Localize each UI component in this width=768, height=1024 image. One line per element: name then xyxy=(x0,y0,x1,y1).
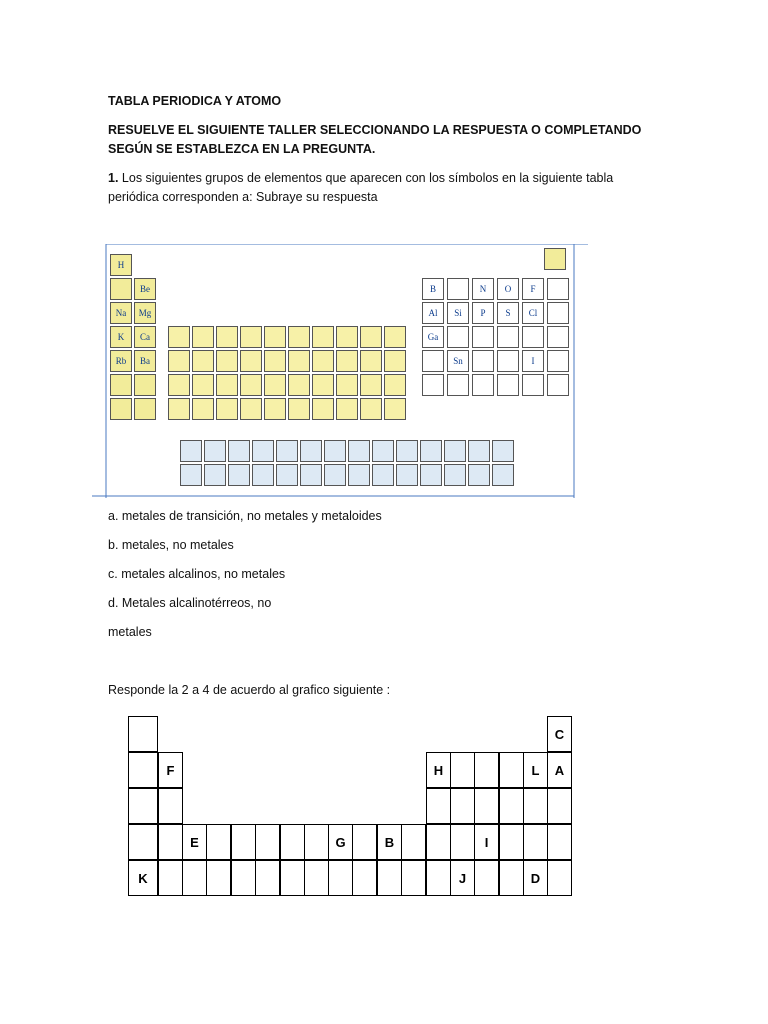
empty-cell xyxy=(401,824,426,860)
empty-cell xyxy=(128,824,158,860)
empty-cell xyxy=(447,326,469,348)
empty-cell xyxy=(252,464,274,486)
empty-cell xyxy=(304,860,329,896)
empty-cell xyxy=(547,788,572,824)
empty-cell xyxy=(450,788,475,824)
option-b: b. metales, no metales xyxy=(108,538,234,552)
element-al: Al xyxy=(422,302,444,324)
element-sn: Sn xyxy=(447,350,469,372)
empty-cell xyxy=(426,860,451,896)
empty-cell xyxy=(264,398,286,420)
element-n: N xyxy=(472,278,494,300)
empty-cell xyxy=(240,398,262,420)
instruction-2: Responde la 2 a 4 de acuerdo al grafico siguiente : xyxy=(108,683,391,697)
empty-cell xyxy=(280,824,305,860)
empty-cell xyxy=(447,374,469,396)
element-s: S xyxy=(497,302,519,324)
empty-cell xyxy=(206,824,231,860)
empty-cell xyxy=(472,326,494,348)
empty-cell xyxy=(522,374,544,396)
element-ga: Ga xyxy=(422,326,444,348)
empty-cell xyxy=(472,350,494,372)
letter-cell-f: F xyxy=(158,752,183,788)
empty-cell xyxy=(300,464,322,486)
empty-cell xyxy=(336,374,358,396)
question-1-number: 1. xyxy=(108,171,119,185)
empty-cell xyxy=(474,752,499,788)
empty-cell xyxy=(264,374,286,396)
empty-cell xyxy=(324,440,346,462)
empty-cell xyxy=(352,824,377,860)
empty-cell xyxy=(420,440,442,462)
empty-cell xyxy=(444,440,466,462)
empty-cell xyxy=(228,464,250,486)
empty-cell xyxy=(360,350,382,372)
empty-cell xyxy=(377,860,402,896)
letter-cell-a: A xyxy=(547,752,572,788)
empty-cell xyxy=(216,326,238,348)
empty-cell xyxy=(422,350,444,372)
empty-cell xyxy=(240,350,262,372)
periodic-table-figure-2 xyxy=(103,714,593,910)
question-1 xyxy=(108,169,628,207)
option-d: d. Metales alcalinotérreos, no xyxy=(108,596,272,610)
empty-cell xyxy=(468,440,490,462)
empty-cell xyxy=(204,464,226,486)
empty-cell xyxy=(192,350,214,372)
empty-cell xyxy=(252,440,274,462)
empty-cell xyxy=(468,464,490,486)
empty-cell xyxy=(128,788,158,824)
empty-cell xyxy=(372,464,394,486)
empty-cell xyxy=(288,374,310,396)
question-1-text: Los siguientes grupos de elementos que aparecen con los símbolos en la siguiente tabla periódica corresponden a: Subraye su respuesta xyxy=(108,171,614,204)
empty-cell xyxy=(352,860,377,896)
empty-cell xyxy=(497,374,519,396)
empty-cell xyxy=(168,350,190,372)
element-o: O xyxy=(497,278,519,300)
empty-cell xyxy=(523,824,548,860)
empty-cell xyxy=(444,464,466,486)
empty-cell xyxy=(360,326,382,348)
empty-cell xyxy=(420,464,442,486)
element-p: P xyxy=(472,302,494,324)
letter-cell-b: B xyxy=(377,824,402,860)
empty-cell xyxy=(328,860,353,896)
empty-cell xyxy=(276,464,298,486)
empty-cell xyxy=(134,374,156,396)
empty-cell xyxy=(544,248,566,270)
letter-cell-l: L xyxy=(523,752,548,788)
empty-cell xyxy=(231,824,256,860)
empty-cell xyxy=(522,326,544,348)
empty-cell xyxy=(110,374,132,396)
empty-cell xyxy=(204,440,226,462)
empty-cell xyxy=(304,824,329,860)
empty-cell xyxy=(499,860,524,896)
element-f: F xyxy=(522,278,544,300)
empty-cell xyxy=(384,398,406,420)
empty-cell xyxy=(360,374,382,396)
empty-cell xyxy=(128,752,158,788)
empty-cell xyxy=(492,464,514,486)
empty-cell xyxy=(240,326,262,348)
letter-cell-h: H xyxy=(426,752,451,788)
empty-cell xyxy=(372,440,394,462)
empty-cell xyxy=(450,824,475,860)
element-b: B xyxy=(422,278,444,300)
empty-cell xyxy=(547,350,569,372)
empty-cell xyxy=(255,860,280,896)
empty-cell xyxy=(216,374,238,396)
element-si: Si xyxy=(447,302,469,324)
empty-cell xyxy=(206,860,231,896)
letter-cell-e: E xyxy=(182,824,207,860)
empty-cell xyxy=(497,350,519,372)
empty-cell xyxy=(182,860,207,896)
letter-cell-i: I xyxy=(474,824,499,860)
empty-cell xyxy=(384,326,406,348)
empty-cell xyxy=(396,464,418,486)
empty-cell xyxy=(499,788,524,824)
element-ca: Ca xyxy=(134,326,156,348)
empty-cell xyxy=(134,398,156,420)
empty-cell xyxy=(280,860,305,896)
empty-cell xyxy=(547,374,569,396)
empty-cell xyxy=(499,824,524,860)
empty-cell xyxy=(499,752,524,788)
letter-cell-c: C xyxy=(547,716,572,752)
empty-cell xyxy=(264,326,286,348)
empty-cell xyxy=(216,350,238,372)
empty-cell xyxy=(324,464,346,486)
empty-cell xyxy=(231,860,256,896)
empty-cell xyxy=(547,326,569,348)
empty-cell xyxy=(492,440,514,462)
empty-cell xyxy=(168,326,190,348)
empty-cell xyxy=(547,860,572,896)
empty-cell xyxy=(450,752,475,788)
empty-cell xyxy=(192,326,214,348)
empty-cell xyxy=(216,398,238,420)
empty-cell xyxy=(228,440,250,462)
empty-cell xyxy=(192,398,214,420)
empty-cell xyxy=(255,824,280,860)
empty-cell xyxy=(276,440,298,462)
element-ba: Ba xyxy=(134,350,156,372)
empty-cell xyxy=(497,326,519,348)
empty-cell xyxy=(168,374,190,396)
empty-cell xyxy=(547,302,569,324)
empty-cell xyxy=(336,350,358,372)
empty-cell xyxy=(312,374,334,396)
empty-cell xyxy=(110,278,132,300)
element-k: K xyxy=(110,326,132,348)
empty-cell xyxy=(240,374,262,396)
empty-cell xyxy=(523,788,548,824)
empty-cell xyxy=(360,398,382,420)
element-cl: Cl xyxy=(522,302,544,324)
periodic-table-figure-1 xyxy=(92,244,588,500)
option-d-continued: metales xyxy=(108,625,152,639)
empty-cell xyxy=(312,350,334,372)
empty-cell xyxy=(288,350,310,372)
empty-cell xyxy=(312,326,334,348)
empty-cell xyxy=(401,860,426,896)
option-c: c. metales alcalinos, no metales xyxy=(108,567,286,581)
empty-cell xyxy=(264,350,286,372)
empty-cell xyxy=(312,398,334,420)
letter-cell-k: K xyxy=(128,860,158,896)
empty-cell xyxy=(348,464,370,486)
empty-cell xyxy=(300,440,322,462)
document-title: TABLA PERIODICA Y ATOMO xyxy=(108,94,282,108)
empty-cell xyxy=(474,860,499,896)
empty-cell xyxy=(180,440,202,462)
empty-cell xyxy=(168,398,190,420)
empty-cell xyxy=(110,398,132,420)
letter-cell-j: J xyxy=(450,860,475,896)
instructions: RESUELVE EL SIGUIENTE TALLER SELECCIONANDO LA RESPUESTA O COMPLETANDO SEGÚN SE ESTABLEZCA EN LA PREGUNTA. xyxy=(108,123,642,156)
empty-cell xyxy=(426,824,451,860)
empty-cell xyxy=(158,824,183,860)
empty-cell xyxy=(336,398,358,420)
empty-cell xyxy=(128,716,158,752)
letter-cell-g: G xyxy=(328,824,353,860)
option-a: a. metales de transición, no metales y metaloides xyxy=(108,509,382,523)
empty-cell xyxy=(336,326,358,348)
element-h: H xyxy=(110,254,132,276)
letter-cell-d: D xyxy=(523,860,548,896)
empty-cell xyxy=(180,464,202,486)
empty-cell xyxy=(472,374,494,396)
empty-cell xyxy=(384,374,406,396)
empty-cell xyxy=(192,374,214,396)
empty-cell xyxy=(384,350,406,372)
empty-cell xyxy=(547,278,569,300)
empty-cell xyxy=(426,788,451,824)
empty-cell xyxy=(422,374,444,396)
empty-cell xyxy=(288,398,310,420)
empty-cell xyxy=(348,440,370,462)
element-be: Be xyxy=(134,278,156,300)
empty-cell xyxy=(158,860,183,896)
element-i: I xyxy=(522,350,544,372)
element-mg: Mg xyxy=(134,302,156,324)
empty-cell xyxy=(547,824,572,860)
empty-cell xyxy=(474,788,499,824)
empty-cell xyxy=(396,440,418,462)
empty-cell xyxy=(447,278,469,300)
element-na: Na xyxy=(110,302,132,324)
empty-cell xyxy=(158,788,183,824)
empty-cell xyxy=(288,326,310,348)
element-rb: Rb xyxy=(110,350,132,372)
